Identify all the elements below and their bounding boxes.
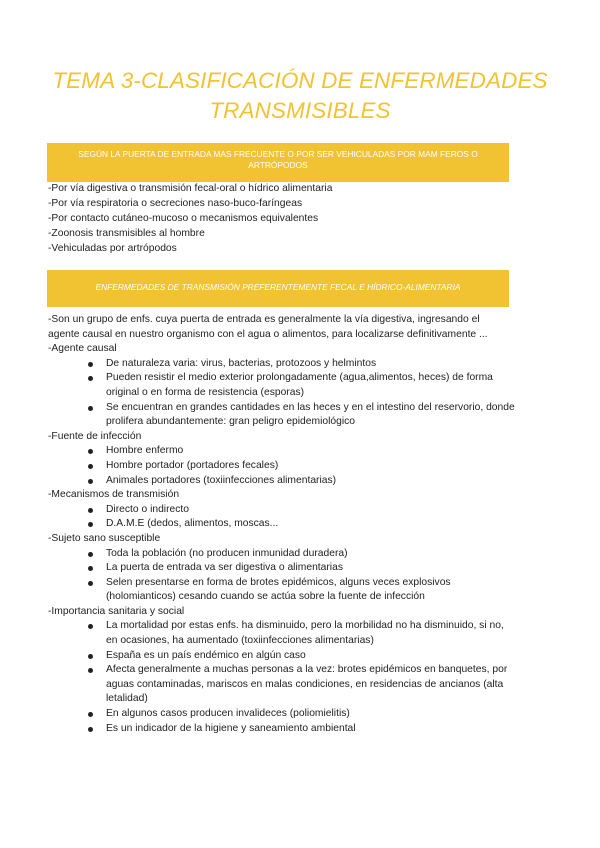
content-body [48, 313, 528, 736]
bullet-icon [88, 581, 93, 586]
intro-line: -Son un grupo de enfs. cuya puerta de entrada es generalmente la vía digestiva, ingresando el [48, 314, 480, 325]
item-line: prolifera abundantemente: gran peligro epidemiológico [106, 416, 356, 428]
intro-line: agente causal en nuestro organismo con el agua o alimentos, para localizarse definitivamente ... [48, 328, 488, 340]
bullet-icon [88, 566, 93, 571]
classification-item: -Por contacto cutáneo-mucoso o mecanismos equivalentes [48, 213, 319, 224]
item-line: Directo o indirecto [106, 503, 189, 515]
section-heading: -Fuente de infección [48, 430, 142, 442]
list-item [48, 561, 528, 576]
bullet-icon [88, 654, 93, 659]
banner-text: ENFERMEDADES DE TRANSMISIÓN PREFERENTEMENTE FECAL E HÍDRICO-ALIMENTARIA [95, 282, 461, 292]
bullet-icon [88, 508, 93, 513]
bullet-list [48, 503, 528, 532]
bullet-list [48, 444, 528, 488]
classification-list [48, 181, 332, 256]
item-line: Pueden resistir el medio exterior prolongadamente (agua,alimentos, heces) de forma [106, 372, 493, 384]
bullet-icon [88, 406, 93, 411]
bullet-list [48, 619, 528, 736]
section-heading: -Sujeto sano susceptible [48, 532, 161, 544]
page-title [0, 66, 600, 126]
item-line: La puerta de entrada va ser digestiva o alimentarias [106, 562, 343, 574]
item-line: Selen presentarse en forma de brotes epidémicos, alguns veces explosivos [106, 576, 451, 588]
item-line: Hombre enfermo [106, 445, 184, 457]
item-line: (holomianticos) cesando cuando se actúa sobre la fuente de infección [106, 591, 425, 603]
item-line: Es un indicador de la higiene y saneamiento ambiental [106, 722, 356, 734]
bullet-icon [88, 362, 93, 367]
bullet-icon [88, 376, 93, 381]
classification-item: -Por vía respiratoria o secreciones naso-buco-faríngeas [48, 198, 303, 209]
list-item [48, 401, 528, 430]
list-item [48, 503, 528, 518]
bullet-icon [88, 479, 93, 484]
list-item [48, 371, 528, 400]
banner-line-1: SEGÚN LA PUERTA DE ENTRADA MAS FRECUENTE O POR SER VEHICULADAS POR MAM FEROS O [78, 149, 478, 159]
item-line: De naturaleza varia: virus, bacterias, protozoos y helmintos [106, 357, 377, 369]
title-line-2: TRANSMISIBLES [209, 98, 391, 123]
bullet-icon [88, 552, 93, 557]
classification-item: -Por vía digestiva o transmisión fecal-oral o hídrico alimentaria [48, 183, 333, 194]
bullet-list [48, 357, 528, 430]
list-item [48, 649, 528, 664]
section-heading: -Importancia sanitaria y social [48, 605, 185, 617]
section-banner-fecal-hydric [47, 270, 509, 307]
section-heading: -Agente causal [48, 343, 117, 355]
title-line-1: TEMA 3-CLASIFICACIÓN DE ENFERMEDADES [52, 68, 548, 93]
bullet-list [48, 547, 528, 605]
classification-item: -Vehiculadas por artrópodos [48, 243, 177, 254]
bullet-icon [88, 464, 93, 469]
item-line: D.A.M.E (dedos, alimentos, moscas... [106, 518, 279, 530]
list-item [48, 722, 528, 737]
list-item [48, 474, 528, 489]
item-line: original o en forma de resistencia (esporas) [106, 386, 305, 398]
bullet-icon [88, 522, 93, 527]
list-item [48, 619, 528, 648]
list-item [48, 357, 528, 372]
bullet-icon [88, 668, 93, 673]
item-line: Animales portadores (toxiinfecciones alimentarias) [106, 474, 337, 486]
list-item [48, 547, 528, 562]
item-line: aguas contaminadas, mariscos en malas condiciones, en residencias de ancianos (alta [106, 678, 504, 690]
item-line: en ocasiones, ha aumentado (toxiinfecciones alimentarias) [106, 635, 374, 647]
list-item [48, 444, 528, 459]
classification-item: -Zoonosis transmisibles al hombre [48, 228, 205, 239]
list-item [48, 576, 528, 605]
item-line: letalidad) [106, 693, 148, 705]
item-line: En algunos casos producen invalideces (poliomielitis) [106, 708, 350, 720]
item-line: Toda la población (no producen inmunidad duradera) [106, 547, 348, 559]
item-line: Hombre portador (portadores fecales) [106, 459, 279, 471]
bullet-icon [88, 624, 93, 629]
section-banner-entry-route [47, 143, 509, 182]
bullet-icon [88, 727, 93, 732]
bullet-icon [88, 712, 93, 717]
list-item [48, 663, 528, 707]
item-line: Afecta generalmente a muchas personas a la vez: brotes epidémicos en banquetes, por [106, 664, 508, 676]
item-line: La mortalidad por estas enfs. ha disminuido, pero la morbilidad no ha disminuido, si no, [106, 620, 504, 632]
list-item [48, 459, 528, 474]
item-line: Se encuentran en grandes cantidades en las heces y en el intestino del reservorio, donde [106, 401, 515, 413]
list-item [48, 707, 528, 722]
section-heading: -Mecanismos de transmisión [48, 489, 180, 501]
item-line: España es un país endémico en algún caso [106, 649, 306, 661]
banner-line-2: ARTRÓPODOS [248, 160, 308, 170]
bullet-icon [88, 449, 93, 454]
list-item [48, 517, 528, 532]
